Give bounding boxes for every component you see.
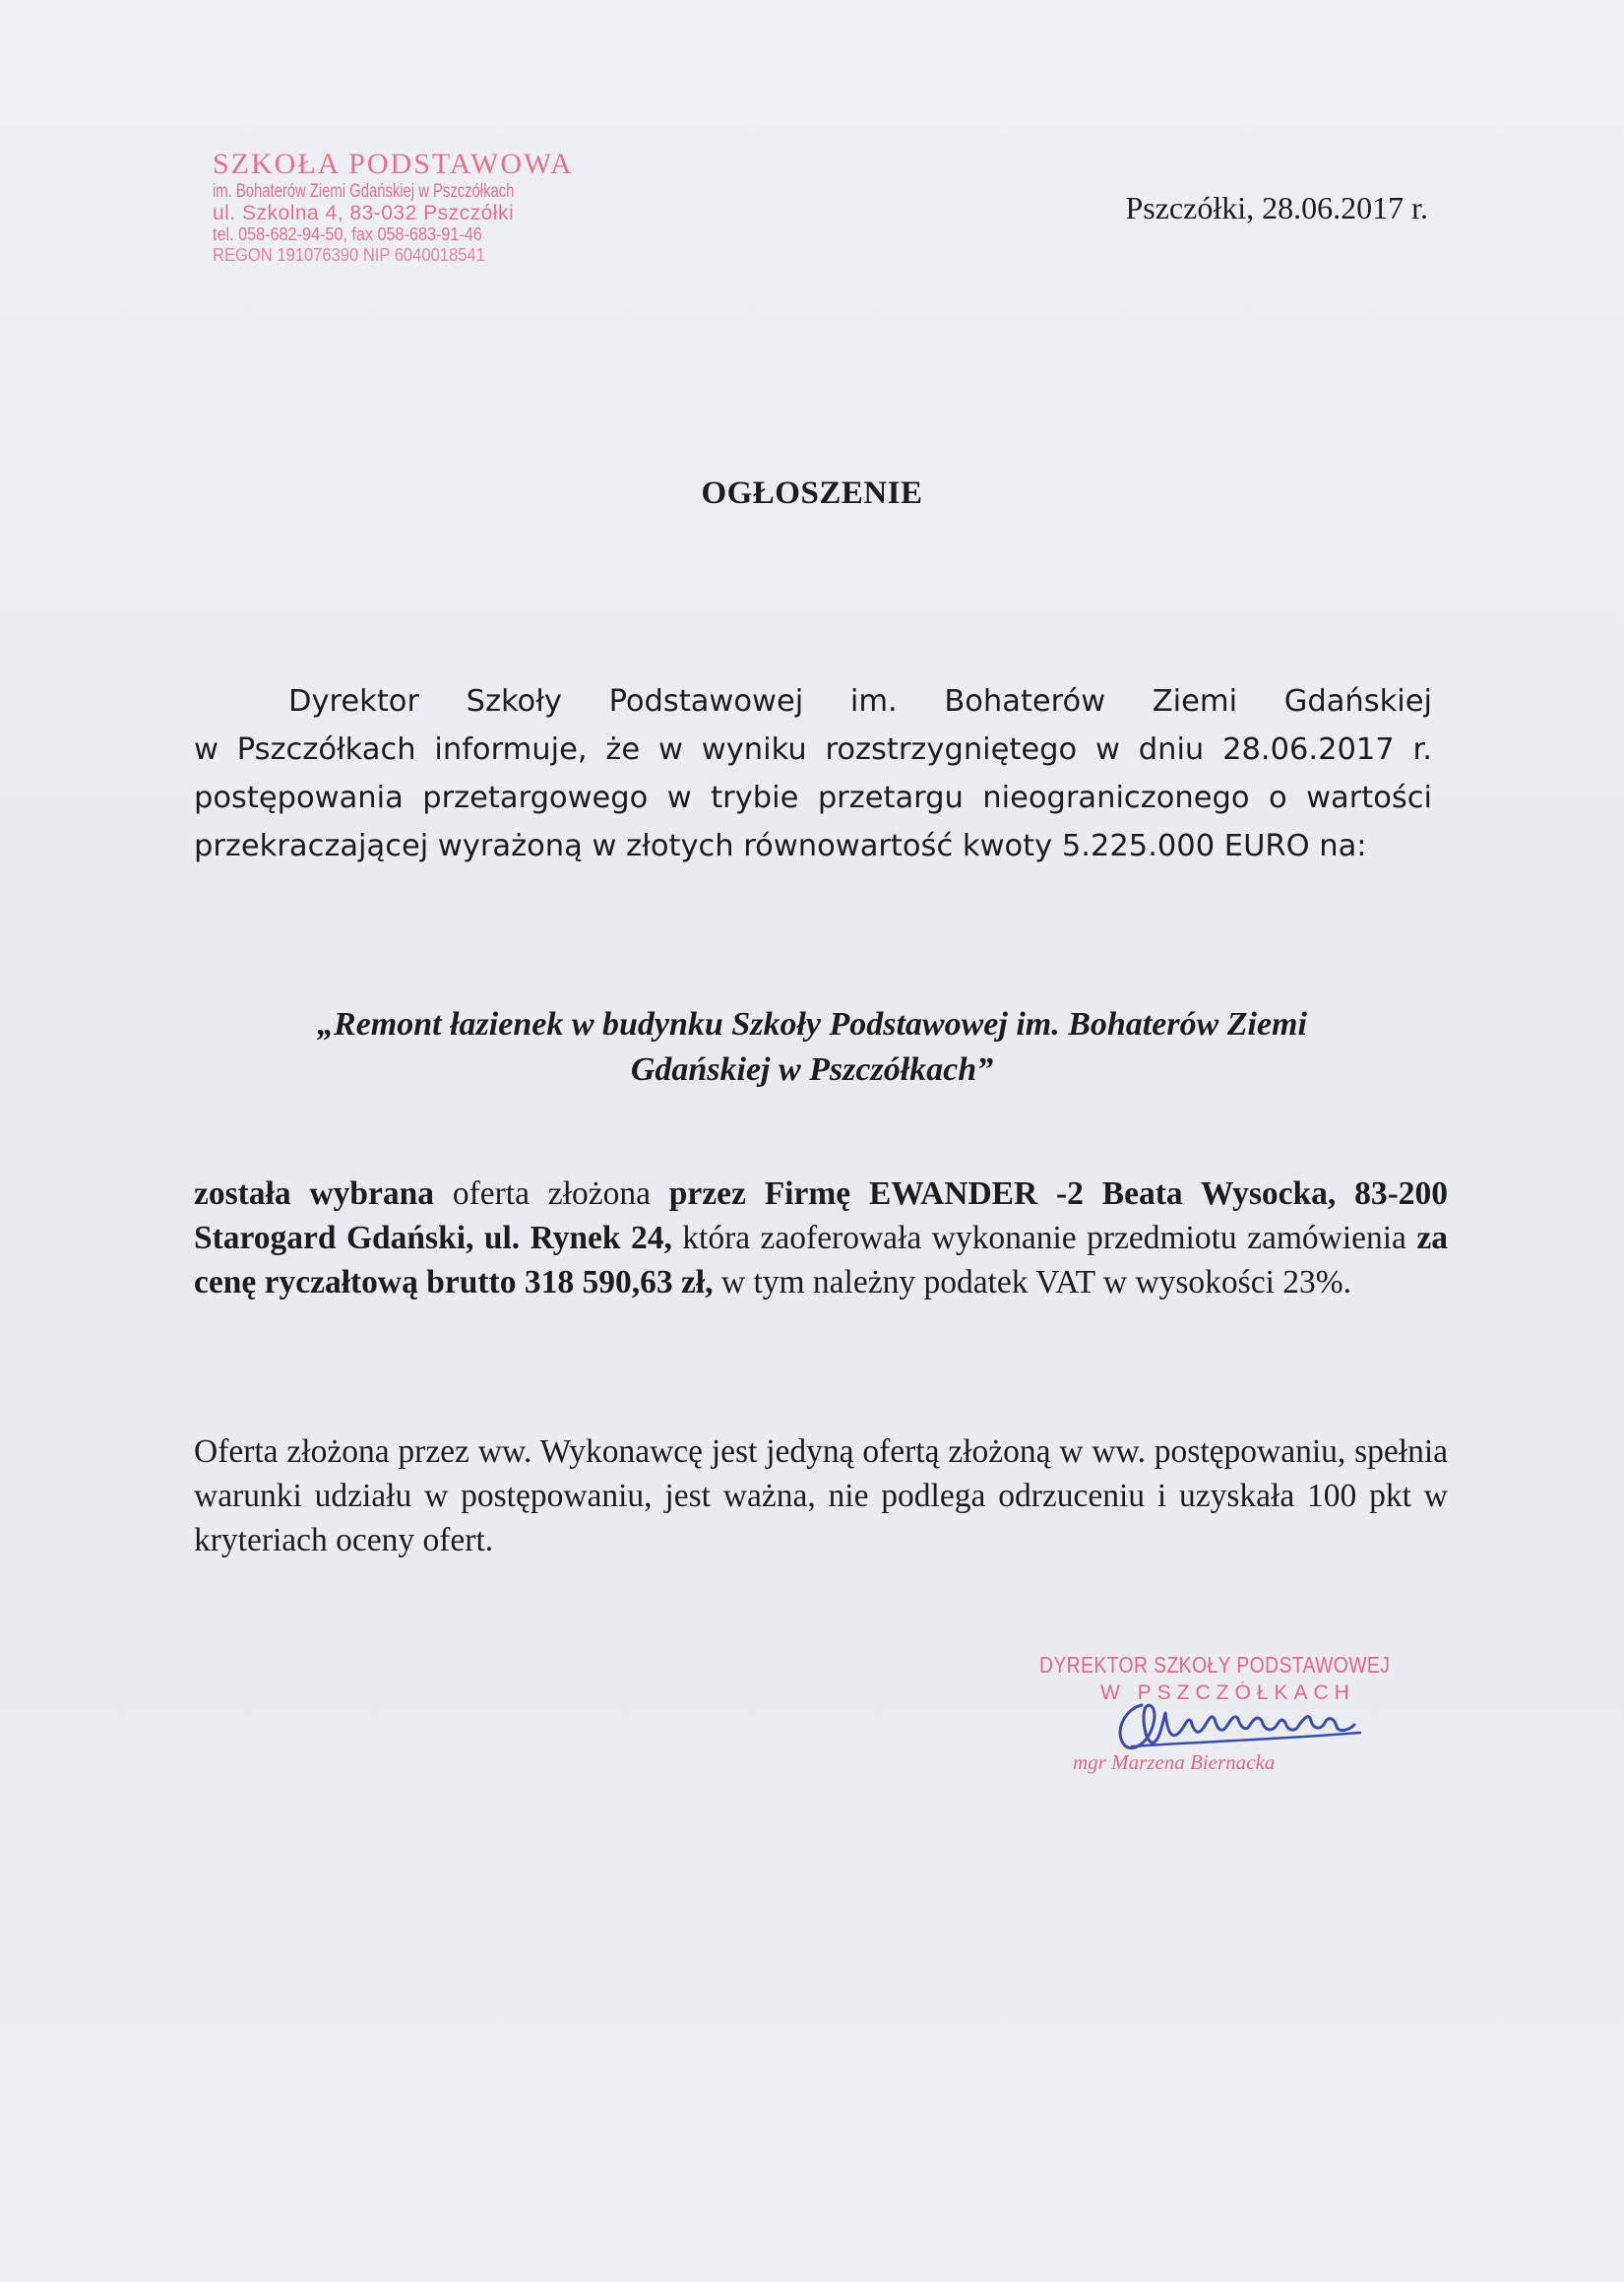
school-stamp — [213, 148, 587, 265]
stamp-line-regon: REGON 191076390 NIP 6040018541 — [213, 244, 485, 265]
award-price: za cenę ryczałtową brutto 318 590,63 zł, — [194, 1220, 1448, 1300]
director-stamp-line-2: W PSZCZÓŁKACH — [1100, 1681, 1355, 1704]
tender-subject-line-2: Gdańskiej w Pszczółkach” — [630, 1051, 994, 1088]
stamp-line-patron: im. Bohaterów Ziemi Gdańskiej w Pszczółkach — [213, 180, 515, 202]
closing-paragraph: Oferta złożona przez ww. Wykonawcę jest jedyną ofertą złożoną w ww. postępowaniu, spełnia warunki udziału w postępowaniu, jest ważna, nie podlega odrzuceniu i uzyskała 100 pkt w kryteriach oceny ofert. — [194, 1433, 1448, 1558]
award-text-2: która zaoferowała wykonanie przedmiotu zamówienia — [671, 1220, 1417, 1256]
tender-subject — [157, 1002, 1467, 1093]
award-paragraph — [194, 1172, 1448, 1304]
stamp-line-phone: tel. 058-682-94-50, fax 058-683-91-46 — [213, 224, 482, 245]
tender-subject-line-1: „Remont łazienek w budynku Szkoły Podstawowej im. Bohaterów Ziemi — [317, 1006, 1307, 1043]
director-stamp-signature — [1033, 1644, 1427, 1802]
intro-paragraph — [194, 677, 1432, 870]
document-title: OGŁOSZENIE — [701, 475, 923, 511]
stamp-line-address: ul. Szkolna 4, 83-032 Pszczółki — [213, 201, 515, 224]
award-text-1: oferta złożona — [434, 1175, 669, 1212]
director-name: mgr Marzena Biernacka — [1073, 1750, 1276, 1774]
intro-rest: w Pszczółkach informuje, że w wyniku rozstrzygniętego w dniu 28.06.2017 r. postępowania przetargowego w trybie przetargu nieograniczonego o wartości przekraczającej wyrażoną w złotych równowartość kwoty 5.225.000 EURO na: — [194, 732, 1432, 863]
award-contractor: przez Firmę EWANDER -2 Beata Wysocka, 83-200 Starogard Gdański, ul. Rynek 24, — [194, 1175, 1448, 1256]
award-selected-phrase: została wybrana — [194, 1175, 435, 1212]
director-stamp-line-1: DYREKTOR SZKOŁY PODSTAWOWEJ — [1039, 1652, 1391, 1678]
document-date: Pszczółki, 28.06.2017 r. — [1125, 190, 1428, 225]
intro-first-line: Dyrektor Szkoły Podstawowej im. Bohaterów Ziemi Gdańskiej — [288, 684, 1432, 719]
award-text-3: w tym należny podatek VAT w wysokości 23%. — [713, 1264, 1352, 1300]
stamp-line-school-name: SZKOŁA PODSTAWOWA — [213, 148, 574, 180]
